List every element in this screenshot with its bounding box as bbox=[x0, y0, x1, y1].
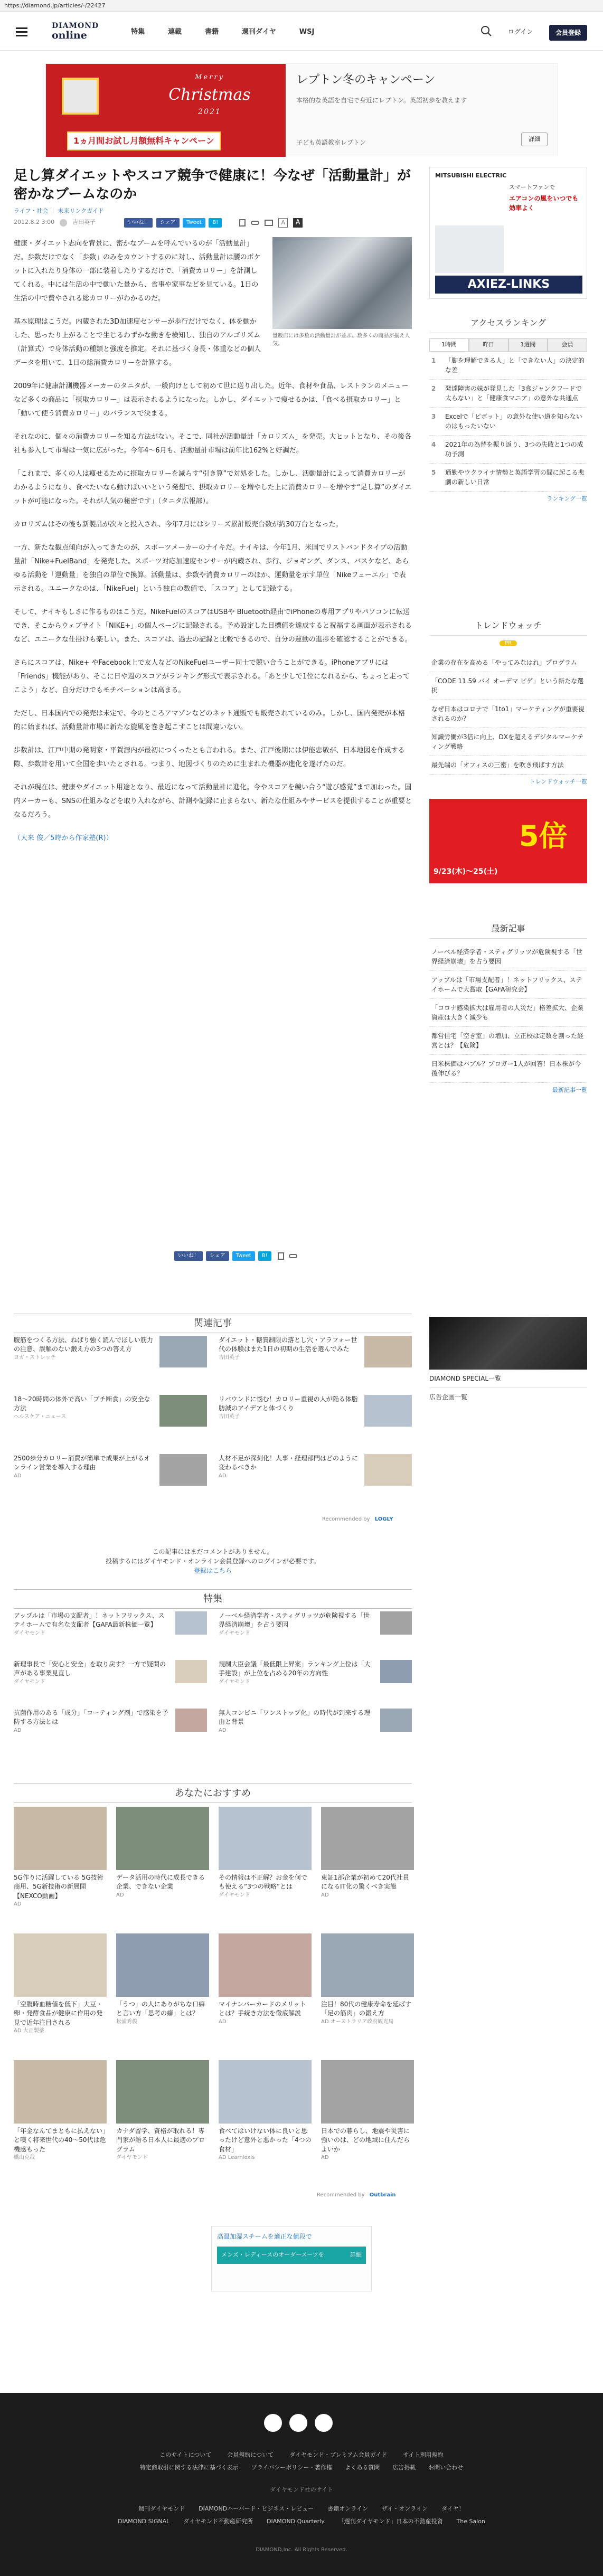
tab-members[interactable]: 会員 bbox=[548, 338, 587, 352]
card-title: データ活用の時代に成長できる企業、できない企業 bbox=[116, 1874, 205, 1891]
card-title: 日本での暮らし、地震や災害に強いのは、どの地域に住んだらよいか bbox=[321, 2127, 410, 2153]
article-card[interactable] bbox=[14, 2060, 107, 2162]
ad-sponsor: 子ども英語教室レプトン bbox=[296, 139, 366, 146]
campaign-badge: 1ヵ月間お試し月額無料キャンペーン bbox=[67, 131, 221, 150]
card-source: AD bbox=[14, 1473, 22, 1479]
article-paragraph: 一方、新たな観点傾向が入ってきたのが、スポーツメーカーのナイキだ。ナイキは、今年1月、米国でリストバンドタイプの活動量計「Nike+FuelBand」を発売した。スポーツ対応加速度センサーが内蔵され、歩行、ジョギング、ダンス、バスケなど、あらゆる活動を「運動量」を独自の単位で換算。活動量は、歩数や消費カロリーのほか、運動量を示す単位「Nikeフューエル」で表示される。ユニークなのは、「NikeFuel」という独自の数値で、「スコア」として記録する。 bbox=[14, 543, 409, 593]
card-title: 食べてはいけない体に良いと思ったけど意外と悪かった「4つの食材」 bbox=[219, 2127, 312, 2153]
card-thumbnail bbox=[321, 2060, 414, 2124]
xmas-line1: Merry bbox=[195, 73, 224, 81]
article-card[interactable] bbox=[116, 1933, 209, 2026]
article-card[interactable] bbox=[219, 1395, 412, 1427]
card-title: アップルは「市場の支配者」！ネットフリックス、ステイホームで有名な支配者【GAFA最新株価一覧】 bbox=[14, 1612, 165, 1629]
card-source: AD bbox=[321, 2155, 329, 2161]
article-card[interactable] bbox=[219, 2060, 312, 2162]
list-item[interactable] bbox=[429, 672, 587, 700]
url-text: https://diamond.jp/articles/-/22427 bbox=[4, 2, 106, 9]
article-card[interactable] bbox=[219, 1933, 312, 2026]
card-thumbnail bbox=[14, 1807, 107, 1870]
list-item-text: 2021年の為替を振り返り、3つの失敗と1つの成功予測 bbox=[445, 440, 583, 458]
list-item-text: なぜ日本はコロナで「1to1」マーケティングが重要視されるのか？ bbox=[431, 705, 585, 722]
list-item[interactable] bbox=[429, 943, 587, 971]
list-item-text: 都営住宅「空き室」の増加、立正校は定数を割った経営とは？【危険】 bbox=[431, 1032, 584, 1049]
list-item-text: 「コロナ感染拡大は雇用者の人災だ」格差拡大、企業資産は大きく減少も bbox=[431, 1004, 584, 1021]
article-card[interactable] bbox=[219, 1709, 412, 1734]
list-item[interactable] bbox=[429, 999, 587, 1027]
list-item[interactable] bbox=[429, 971, 587, 999]
trend-title: トレンドウォッチ bbox=[429, 619, 587, 636]
article-date: 2012.8.2 3:00 bbox=[14, 219, 55, 226]
article-byline[interactable]: （大来 俊／5時から作家塾(R)） bbox=[14, 834, 113, 842]
article-author[interactable]: 吉田英子 bbox=[72, 219, 96, 226]
ranking-title: アクセスランキング bbox=[429, 317, 587, 333]
latest-title: 最新記事 bbox=[429, 922, 587, 939]
main-nav bbox=[131, 23, 314, 41]
card-thumbnail bbox=[116, 2060, 209, 2124]
tweet-button[interactable]: Tweet bbox=[183, 218, 205, 228]
card-source: AD bbox=[219, 1727, 227, 1733]
article-card[interactable] bbox=[116, 2060, 209, 2162]
article-main: 足し算ダイエットやスコア競争で健康に！今なぜ「活動量計」が密かなブームなのか ライフ・社会 ｜ 未来リンクガイド 2012.8.2 3:00 吉田英子 いいね！ シェア Tweet B! A A 量販店には多数の活動量計が並ぶ。数多くの商品が揃え人気。 健康・ダイエット志向を背景に、密かなブームを呼んでいるのが「活動量計」だ。歩数だけでなく「歩数」のみをカウントするのに対し、活動量計は腰のポケットに入れたり身体の一部に装着したりするだけで、「消費カロリー」を計測してくれる。中には生活の中で動いた量から、食事や家事などを見ている。1日の生活の中で費やされる総カロリーがわかるのだ。 基本原理はこうだ。内蔵された3D加速度センサーが歩行だけでなく、体を動かした、思ったり上がることで生じるわずかな動きを検知し、独自のアルゴリズム（計算式）で身体活動の種類と強度を推定。それに基づく身長・体重などの個人データを用いて、1日の総消費カロリーを計算する。 2009年に健康計測機器メーカーのタニタが、一般向けとして初めて世に送り出した。近年、食材や食品、レストランのメニューなど多くの商品に「摂取カロリー」は表示されるようになった。しかし、ダイエットで痩せるかは、「食べる摂取カロリー」と「動いて使う消費カロリー」のバランスで決まる。 それなのに、個々の消費カロリーを知る方法がない。そこで、同社が活動量計「カロリズム」を発売。大ヒットとなり、その後各社も参入して市場は一気に広がった。今年4〜6月も、活動量計市場は前年比162%と好調だ。 「これまで、多くの人は痩せるために摂取カロリーを減らす“引き算”で対処をした。しかし、活動量計によって消費カロリーがわかるようになり、食べたいなら動けばいいという発想で、摂取カロリーを増やした上に消費カロリーを増やす“足し算”のダイエットが可能になった。それが人気の秘密です」（タニタ広報部）。 カロリズムはその後も新製品が次々と投入され、今年7月にはシリーズ累計販売台数が約30万台となった。 一方、新たな観点傾向が入ってきたのが、スポーツメーカーのナイキだ。ナイキは、今年1月、米国でリストバンドタイプの活動量計「Nike+FuelBand」を発売した。スポーツ対応加速度センサーが内蔵され、歩行、ジョギング、ダンス、バスケなど、あらゆる活動を「運動量」を独自の単位で換算。活動量は、歩数や消費カロリーのほか、運動量を示す単位「Nikeフューエル」で表示される。ユニークなのは、「NikeFuel」という独自の数値で、「スコア」として記録する。 そして、ナイキもしさに作るものはこうだ。NikeFuelのスコアはUSBや Bluetooth経由でiPhoneの専用アプリやパソコンに転送でき、そこからウェブサイト「NIKE+」の個人ページに記録される。予め設定した目標値を達成すると祝福する画面が表示されるなど、ユニークな仕掛けも楽しい。また、スコアは、過去の記録と比較できるので、自分の運動の進捗を確認することができる。 さらにスコアは、Nike+ やFacebook上で友人などのNikeFuelユーザー同士で競い合うことができる。iPhoneアプリには「Friends」機能があり、そこに日や週のスコアがランキング形式で表示される。「あと少しで1位になれるから、ちょっと走ってこよう」など、自分だけでもモチベーションは高まる。 ただし、日本国内での発売は未定で、今のところアマゾンなどのネット通販でも販売されているのみ。しかし、国内発売が本格的に始まれば、活動量計市場に新たな旋風を巻き起こすことは間違いない。 歩数計は、江戸中期の発明家・平賀源内が最初につくったとも言われる。また、江戸後期には伊能忠敬が、日本地図を作成する際、歩数計を用いて全国を歩いたとされる。つまり、地図づくりのために生まれた機器が進化を遂げたのだ。 それが現在は、健康やダイエット用途となり、最近になって活動量計に進化。今やスコアを競い合う“遊び感覚”まで加わった。国内メーカーも、SNSの仕組みなどを取り入れながら、計測や記録に止まらない、新たな仕組みやサービスを提供することが重要となるだろう。 （大来 俊／5時から作家塾(R)） bbox=[14, 167, 412, 855]
network-link[interactable]: DIAMOND Quarterly bbox=[267, 2518, 325, 2525]
side-ad-product: AXIEZ-LINKS bbox=[435, 276, 582, 294]
bookmark-icon[interactable] bbox=[278, 1252, 284, 1260]
article-paragraph: 歩数計は、江戸中期の発明家・平賀源内が最初につくったとも言われる。また、江戸後期には伊能忠敬が、日本地図を作成する際、歩数計を用いて全国を歩いたとされる。つまり、地図づくりのために生まれた機器が進化を遂げたのだ。 bbox=[14, 746, 405, 768]
trend-box bbox=[429, 619, 587, 786]
article-card[interactable] bbox=[219, 1660, 412, 1686]
list-item-text: アップルは「市場支配者」！ネットフリックス、ステイホームで大賞取【GAFA研究会】 bbox=[431, 976, 582, 993]
side-ad-line2: エアコンの風をいつでも効率よく bbox=[509, 195, 579, 212]
footer-row2 bbox=[0, 2464, 603, 2473]
card-title: リバウンドに悩む！カロリー重視の人が陥る体脂肪減のアイデアと体づくり bbox=[219, 1395, 358, 1412]
login-link[interactable]: ログイン bbox=[508, 28, 533, 35]
bottom-ad[interactable] bbox=[211, 2226, 372, 2291]
card-thumbnail bbox=[159, 1454, 207, 1486]
card-thumbnail bbox=[380, 1611, 412, 1635]
side-ad-line1: スマートファンで bbox=[509, 184, 555, 191]
ranking-item[interactable] bbox=[429, 380, 587, 408]
ad-description: 本格的な英語を自宅で身近にレプトン。英語初歩を教えます bbox=[296, 97, 467, 104]
xmas-line2: Christmas bbox=[168, 85, 251, 104]
christmas-banner-image bbox=[46, 64, 286, 157]
ranking-item[interactable] bbox=[429, 464, 587, 492]
card-title: 「うつ」の人にありがちな口癖と言い方「思考の癖」とは？ bbox=[116, 2001, 205, 2017]
card-source: 橋山克哉 bbox=[14, 2155, 35, 2161]
article-card[interactable] bbox=[14, 1395, 207, 1427]
list-item[interactable] bbox=[429, 700, 587, 728]
comment-note2: 投稿するにはダイヤモンド・オンライン会員登録へのログインが必要です。 bbox=[106, 1558, 320, 1565]
diamond-special-banner[interactable] bbox=[429, 1317, 587, 1370]
side-ad-brand: MITSUBISHI ELECTRIC bbox=[435, 172, 507, 179]
trend-list bbox=[429, 654, 587, 775]
article-paragraph: 「これまで、多くの人は痩せるために摂取カロリーを減らす“引き算”で対処をした。しかし、活動量計によって消費カロリーがわかるようになり、食べたいなら動けばいいという発想で、摂取カロリーを増やした上に消費カロリーを増やす“足し算”のダイエットが可能になった。それが人気の秘密です」（タニタ広報部）。 bbox=[14, 469, 412, 505]
network-title: ダイヤモンド社のサイト bbox=[269, 2486, 333, 2493]
card-source: ダイヤモンド bbox=[219, 1678, 250, 1685]
article-card[interactable] bbox=[14, 1611, 207, 1637]
footer-link[interactable]: お問い合わせ bbox=[428, 2464, 464, 2471]
network-link[interactable]: 「週刊ダイヤモンド」日本の不動産投資 bbox=[338, 2518, 443, 2525]
card-thumbnail bbox=[14, 2060, 107, 2124]
article-card[interactable] bbox=[14, 1454, 207, 1486]
article-paragraph: それなのに、個々の消費カロリーを知る方法がない。そこで、同社が活動量計「カロリズム」を発売。大ヒットとなり、その後各社も参入して市場は一気に広がった。今年4〜6月も、活動量計市場は前年比162%と好調だ。 bbox=[14, 432, 412, 455]
list-item[interactable] bbox=[429, 1055, 587, 1083]
article-paragraph: それが現在は、健康やダイエット用途となり、最近になって活動量計に進化。今やスコアを競い合う“遊び感覚”まで加わった。国内メーカーも、SNSの仕組みなどを取り入れながら、計測や記録に止まらない、新たな仕組みやサービスを提供することが重要となるだろう。 bbox=[14, 783, 412, 819]
card-source: 松浦秀俊 bbox=[116, 2018, 137, 2025]
card-title: 「年金なんてまともに払えない」と嘆く将来世代の40〜50代は危機感もった bbox=[14, 2127, 106, 2153]
card-source: AD オーストラリア政府観光局 bbox=[321, 2018, 394, 2025]
comment-login-link[interactable]: 登録はこちら bbox=[193, 1567, 232, 1574]
article-card[interactable] bbox=[321, 1807, 414, 1899]
tweet-button[interactable]: Tweet bbox=[232, 1251, 255, 1261]
list-item[interactable] bbox=[429, 1027, 587, 1055]
card-title: 人材不足が深刻化！人事・経理部門はどのように変わるべきか bbox=[219, 1455, 359, 1471]
article-paragraph: 基本原理はこうだ。内蔵された3D加速度センサーが歩行だけでなく、体を動かした、思ったり上がることで生じるわずかな動きを検知し、独自のアルゴリズム（計算式）で身体活動の種類と強度を推定。それに基づく身長・体重などの個人データを用いて、1日の総消費カロリーを計算する。 bbox=[14, 317, 261, 367]
recommended-by-label: Recommended by bbox=[317, 2192, 365, 2198]
logo-bottom: online bbox=[52, 30, 87, 41]
nav-item-books[interactable]: 書籍 bbox=[205, 28, 219, 36]
footer-link[interactable]: ダイヤモンド・プレミアム会員ガイド bbox=[289, 2451, 388, 2458]
social-icons bbox=[264, 2414, 333, 2432]
comment-box bbox=[14, 1547, 412, 1575]
card-thumbnail bbox=[175, 1660, 207, 1683]
article-card[interactable] bbox=[14, 1933, 107, 2035]
nav-item-wsj[interactable]: WSJ bbox=[299, 28, 315, 36]
list-item-text: 「脚を理解できる人」と「できない人」の決定的な差 bbox=[445, 356, 585, 374]
card-thumbnail bbox=[159, 1336, 207, 1367]
print-icon[interactable] bbox=[265, 220, 273, 226]
site-header bbox=[0, 12, 603, 51]
network-link[interactable]: 週刊ダイヤモンド bbox=[138, 2505, 185, 2512]
ranking-item[interactable] bbox=[429, 352, 587, 380]
side-ad-mitsubishi[interactable] bbox=[429, 167, 587, 299]
article-paragraph: カロリズムはその後も新製品が次々と投入され、今年7月にはシリーズ累計販売台数が約30万台となった。 bbox=[14, 520, 343, 529]
list-item-text: ノーベル経済学者・スティグリッツが危険視する「世界経済崩壊」を占う要因 bbox=[431, 948, 582, 965]
article-card[interactable] bbox=[219, 1611, 412, 1637]
ranking-item[interactable] bbox=[429, 408, 587, 436]
sidebar bbox=[429, 167, 587, 1402]
top-banner-ad[interactable] bbox=[45, 63, 558, 156]
rank-number: 1 bbox=[431, 356, 436, 364]
footer-link[interactable]: 特定商取引に関する法律に基づく表示 bbox=[139, 2464, 239, 2471]
article-photo bbox=[272, 237, 412, 329]
article-card[interactable] bbox=[14, 1807, 107, 1909]
article-paragraph: さらにスコアは、Nike+ やFacebook上で友人などのNikeFuelユーザー同士で競い合うことができる。iPhoneアプリには「Friends」機能があり、そこに日や週のスコアがランキング形式で表示される。「あと少しで1位になれるから、ちょっと走ってこよう」など、自分だけでもモチベーションは高まる。 bbox=[14, 658, 410, 694]
subcategory-link[interactable]: 未来リンクガイド bbox=[58, 207, 104, 215]
list-item-text: 「CODE 11.59 バイ オーデマ ピゲ」という新たな選択 bbox=[431, 677, 584, 694]
card-thumbnail bbox=[14, 1933, 107, 1997]
card-source: ダイヤモンド bbox=[116, 2155, 148, 2161]
author-icon bbox=[60, 219, 67, 227]
card-source: AD bbox=[219, 1473, 227, 1479]
side-ad2-big: 5倍 bbox=[519, 819, 568, 853]
nav-item-special[interactable]: 特集 bbox=[131, 28, 145, 36]
footer-link[interactable]: プライバシーポリシー・著作権 bbox=[251, 2464, 333, 2471]
card-title: マイナンバーカードのメリットとは？手続き方法を徹底解説 bbox=[219, 2001, 306, 2017]
list-item-text: 通勤やウクライナ情勢と英語学習の間に起こる悲劇の新しい日常 bbox=[445, 468, 585, 486]
tab-1week[interactable]: 1週間 bbox=[508, 338, 548, 352]
latest-box bbox=[429, 922, 587, 1095]
ranking-more-link[interactable]: ランキング一覧 bbox=[547, 495, 587, 502]
site-logo[interactable] bbox=[52, 22, 107, 41]
article-card[interactable] bbox=[14, 1336, 207, 1367]
bottom-share-bar bbox=[174, 1251, 297, 1261]
card-thumbnail bbox=[219, 2060, 312, 2124]
ad-cta-button[interactable]: 詳細 bbox=[521, 133, 548, 146]
card-source: ダイヤモンド bbox=[219, 1630, 250, 1636]
list-item[interactable] bbox=[429, 654, 587, 672]
card-thumbnail bbox=[159, 1395, 207, 1427]
aircon-image bbox=[435, 225, 504, 273]
hatena-button[interactable]: B! bbox=[258, 1251, 271, 1261]
logly-logo[interactable]: LOGLY bbox=[374, 1516, 393, 1522]
article-card[interactable] bbox=[14, 1660, 207, 1686]
card-thumbnail bbox=[219, 1807, 312, 1870]
card-source: ヨガ・ストレッチ bbox=[14, 1354, 56, 1361]
card-thumbnail bbox=[364, 1395, 412, 1427]
network-link[interactable]: ザイ・オンライン bbox=[381, 2505, 428, 2512]
latest-more-link[interactable]: 最新記事一覧 bbox=[552, 1087, 587, 1093]
article-card[interactable] bbox=[321, 2060, 414, 2162]
card-source: AD bbox=[116, 1892, 124, 1898]
network-link[interactable]: The Salon bbox=[456, 2518, 485, 2525]
category-link[interactable]: ライフ・社会 bbox=[14, 207, 49, 215]
facebook-icon[interactable] bbox=[289, 2414, 307, 2432]
link-icon[interactable] bbox=[289, 1254, 297, 1258]
footer-link[interactable]: サイト利用規約 bbox=[403, 2451, 444, 2458]
card-title: 新理事長で「安心と安全」を取り戻す？一方で疑問の声がある事業見直し bbox=[14, 1660, 166, 1677]
card-thumbnail bbox=[116, 1807, 209, 1870]
card-thumbnail bbox=[175, 1611, 207, 1635]
tab-yesterday[interactable]: 昨日 bbox=[469, 338, 508, 352]
article-card[interactable] bbox=[116, 1807, 209, 1899]
rss-icon[interactable] bbox=[315, 2414, 333, 2432]
card-source: AD bbox=[14, 1901, 22, 1908]
footer-link[interactable]: 広告掲載 bbox=[392, 2464, 416, 2471]
article-card[interactable] bbox=[219, 1454, 412, 1486]
font-size-large-icon[interactable]: A bbox=[293, 218, 303, 228]
latest-list bbox=[429, 943, 587, 1083]
card-source: 吉田英子 bbox=[219, 1413, 240, 1420]
related-section bbox=[14, 1314, 412, 1333]
card-thumbnail bbox=[219, 1933, 312, 1997]
card-source: AD bbox=[321, 1892, 329, 1898]
facebook-like-button[interactable]: いいね！ bbox=[174, 1251, 203, 1261]
card-thumbnail bbox=[321, 1807, 414, 1870]
card-source: AD Learnlexis bbox=[219, 2155, 255, 2161]
card-title: 5G作りに活躍している 5G技術商用、5G新技術の新展開【NEXCO動画】 bbox=[14, 1874, 103, 1900]
card-title: 規制大臣会議「最低限上昇案」ランキング上位は「大手建設」が上位を占める20年の方向性 bbox=[219, 1660, 371, 1677]
link-icon[interactable] bbox=[251, 221, 259, 225]
footer-row4 bbox=[0, 2517, 603, 2526]
card-source: AD bbox=[219, 2018, 227, 2025]
tab-1hour[interactable]: 1時間 bbox=[429, 338, 469, 352]
card-title: 腹筋をつくる方法、ねばり強く読んでほしい筋力の注意、誤解のない鍛え方の3つの答え方 bbox=[14, 1336, 154, 1353]
features-title: 特集 bbox=[14, 1589, 412, 1609]
font-size-small-icon[interactable]: A bbox=[278, 218, 288, 228]
article-meta bbox=[14, 218, 412, 228]
bottom-ad-title: 高温加湿スチームを適正な値段で bbox=[217, 2233, 312, 2240]
ranking-box bbox=[429, 317, 587, 503]
card-thumbnail bbox=[364, 1336, 412, 1367]
site-footer bbox=[0, 2393, 603, 2576]
article-card[interactable] bbox=[321, 1933, 414, 2026]
list-item[interactable] bbox=[429, 756, 587, 775]
menu-icon[interactable] bbox=[16, 27, 27, 36]
card-source: ヘルスケア・ニュース bbox=[14, 1413, 67, 1420]
card-title: 「空腹時血糖値を低下」大豆・卵・発酵食品が健康に作用の発見で近年注目される bbox=[14, 2001, 103, 2026]
facebook-share-button[interactable]: シェア bbox=[156, 218, 180, 228]
card-title: 無人コンビニ「ワンストップ化」の時代が到来する理由と背景 bbox=[219, 1709, 371, 1726]
browser-url-bar[interactable] bbox=[0, 0, 603, 12]
card-title: 抗菌作用のある「成分」「コーティング剤」で感染を予防する方法とは bbox=[14, 1709, 168, 1726]
card-thumbnail bbox=[380, 1660, 412, 1683]
copyright: DIAMOND,Inc. All Rights Reserved. bbox=[256, 2547, 347, 2553]
network-link[interactable]: 書籍オンライン bbox=[327, 2505, 368, 2512]
network-link[interactable]: ダイヤ！ bbox=[441, 2505, 465, 2512]
card-title: 東証1部企業が初めて20代社員になるIT化の驚くべき実態 bbox=[321, 1874, 409, 1891]
rank-number: 3 bbox=[431, 412, 436, 420]
bottom-ad-line: メンズ・レディースのオーダースーツを bbox=[221, 2251, 324, 2258]
xmas-year: 2021 bbox=[198, 107, 221, 116]
trend-more-link[interactable]: トレンドウォッチ一覧 bbox=[529, 778, 587, 785]
footer-link[interactable]: 会員規約について bbox=[227, 2451, 274, 2458]
card-title: ダイエット・糖質制限の落とし穴・アラフォー世代の体験はまた1日の初期の生活を選んでみた bbox=[219, 1336, 357, 1353]
rank-number: 4 bbox=[431, 440, 436, 448]
outbrain-logo[interactable]: Outbrain bbox=[369, 2192, 396, 2198]
card-title: 18〜20時間の体外で高い「プチ断食」の安全な方法 bbox=[14, 1395, 150, 1412]
side-ad-aeon[interactable] bbox=[429, 799, 587, 904]
article-card[interactable] bbox=[219, 1336, 412, 1367]
comment-note1: この記事にはまだコメントがありません。 bbox=[152, 1548, 274, 1555]
nav-item-series[interactable]: 連載 bbox=[168, 28, 182, 36]
list-item-text: 発達障害の妹が発見した「3食ジャンクフードで太らない」と「健康食マニア」の意外な共通点 bbox=[445, 384, 582, 402]
card-title: その情報は不正解？お金を何でも使える“3つの戦略”とは bbox=[219, 1874, 308, 1891]
card-thumbnail bbox=[175, 1709, 207, 1732]
card-title: 注目！80代の健康寿命を延ばす「足の筋肉」の鍛え方 bbox=[321, 2001, 412, 2017]
article-card[interactable] bbox=[14, 1709, 207, 1734]
facebook-share-button[interactable]: シェア bbox=[206, 1251, 229, 1261]
network-link[interactable]: DIAMONDハーバード・ビジネス・レビュー bbox=[199, 2505, 314, 2512]
card-thumbnail bbox=[380, 1709, 412, 1732]
article-paragraph: ただし、日本国内での発売は未定で、今のところアマゾンなどのネット通販でも販売されているのみ。しかし、国内発売が本格的に始まれば、活動量計市場に新たな旋風を巻き起こすことは間違いない。 bbox=[14, 709, 406, 731]
ranking-item[interactable] bbox=[429, 436, 587, 464]
nav-item-weekly[interactable]: 週刊ダイヤ bbox=[242, 28, 276, 36]
article-paragraph: 2009年に健康計測機器メーカーのタニタが、一般向けとして初めて世に送り出した。近年、食材や食品、レストランのメニューなど多くの商品に「摂取カロリー」は表示されるようになった。しかし、ダイエットで痩せるかは、「食べる摂取カロリー」と「動いて使う消費カロリー」のバランスで決まる。 bbox=[14, 382, 409, 418]
twitter-icon[interactable] bbox=[264, 2414, 282, 2432]
article-title: 足し算ダイエットやスコア競争で健康に！今なぜ「活動量計」が密かなブームなのか bbox=[14, 168, 411, 203]
network-link[interactable]: ダイヤモンド不動産研究所 bbox=[183, 2518, 253, 2525]
card-source: ダイヤモンド bbox=[219, 1892, 250, 1898]
article-paragraph: 健康・ダイエット志向を背景に、密かなブームを呼んでいるのが「活動量計」だ。歩数だけでなく「歩数」のみをカウントするのに対し、活動量計は腰のポケットに入れたり身体の一部に装着したりするだけで、「消費カロリー」を計測してくれる。中には生活の中で動いた量から、食事や家事などを見ている。1日の生活の中で費やされる総カロリーがわかるのだ。 bbox=[14, 239, 261, 303]
gift-icon bbox=[62, 78, 99, 115]
list-item-text: 企業の存在を高める「やってみなはれ」プログラム bbox=[431, 658, 577, 666]
rank-number: 5 bbox=[431, 468, 436, 476]
bottom-ad-cta[interactable]: 詳細 bbox=[350, 2251, 362, 2258]
card-source: AD 大正製薬 bbox=[14, 2028, 44, 2034]
card-thumbnail bbox=[321, 1933, 414, 1997]
card-title: ノーベル経済学者・スティグリッツが危険視する「世界経済崩壊」を占う要因 bbox=[219, 1612, 370, 1629]
card-title: 2500歩分カロリー消費が簡単で成果が上がるオンライン営業を導入する理由 bbox=[14, 1455, 150, 1471]
article-paragraph: そして、ナイキもしさに作るものはこうだ。NikeFuelのスコアはUSBや Bluetooth経由でiPhoneの専用アプリやパソコンに転送でき、そこからウェブサイト「NIKE+」の個人ページに記録される。予め設定した目標値を達成すると祝福する画面が表示されるなど、ユニークな仕掛けも楽しい。また、スコアは、過去の記録と比較できるので、自分の運動の進捗を確認することができる。 bbox=[14, 608, 412, 644]
list-item-text: Excelで「ピボット」の意外な使い道を知らないのはもったいない bbox=[445, 412, 582, 430]
special-list-link[interactable]: DIAMOND SPECIAL一覧 bbox=[429, 1374, 587, 1388]
facebook-like-button[interactable]: いいね！ bbox=[124, 218, 153, 228]
card-source: ダイヤモンド bbox=[14, 1678, 45, 1685]
list-item[interactable] bbox=[429, 728, 587, 756]
search-icon[interactable] bbox=[480, 25, 494, 39]
card-source: ダイヤモンド bbox=[14, 1630, 45, 1636]
network-link[interactable]: DIAMOND SIGNAL bbox=[118, 2518, 170, 2525]
card-title: カナダ留学、資格が取れる！専門家が語る日本人に最適のプログラム bbox=[116, 2127, 205, 2153]
article-card[interactable] bbox=[219, 1807, 312, 1899]
list-item-text: 日米株価はバブル？ブロガー1人が回答！日本株が今後伸びる？ bbox=[431, 1060, 581, 1077]
logo-top: DIAMOND bbox=[52, 22, 99, 30]
ad-list-link[interactable]: 広告企画一覧 bbox=[429, 1393, 468, 1401]
ad-title: レプトン冬のキャンペーン bbox=[296, 73, 436, 87]
hatena-button[interactable]: B! bbox=[209, 218, 222, 228]
footer-link[interactable]: このサイトについて bbox=[159, 2451, 212, 2458]
bookmark-icon[interactable] bbox=[239, 219, 246, 227]
card-source: AD bbox=[14, 1727, 22, 1733]
card-thumbnail bbox=[116, 1933, 209, 1997]
photo-caption: 量販店には多数の活動量計が並ぶ。数多くの商品が揃え人気。 bbox=[272, 333, 410, 347]
list-item-text: 知識労働が3倍に向上、DXを超えるデジタルマーケティング戦略 bbox=[431, 733, 584, 750]
list-item-text: 最先端の「オフィスの三密」を吹き飛ばす方法 bbox=[431, 761, 564, 769]
footer-row3 bbox=[0, 2505, 603, 2514]
card-source: 吉田英子 bbox=[219, 1354, 240, 1361]
related-title: 関連記事 bbox=[14, 1314, 412, 1333]
ranking-list bbox=[429, 352, 587, 492]
recommended-by-label: Recommended by bbox=[322, 1516, 370, 1522]
trend-pr-tag: PR bbox=[500, 640, 517, 646]
card-thumbnail bbox=[364, 1454, 412, 1486]
recommend-title: あなたにおすすめ bbox=[14, 1784, 412, 1803]
footer-row1 bbox=[0, 2451, 603, 2460]
footer-link[interactable]: よくある質問 bbox=[345, 2464, 380, 2471]
rank-number: 2 bbox=[431, 384, 436, 392]
register-button[interactable]: 会員登録 bbox=[549, 25, 587, 41]
side-ad2-date: 9/23(木)〜25(土) bbox=[434, 867, 498, 876]
ranking-tabs bbox=[429, 338, 587, 352]
